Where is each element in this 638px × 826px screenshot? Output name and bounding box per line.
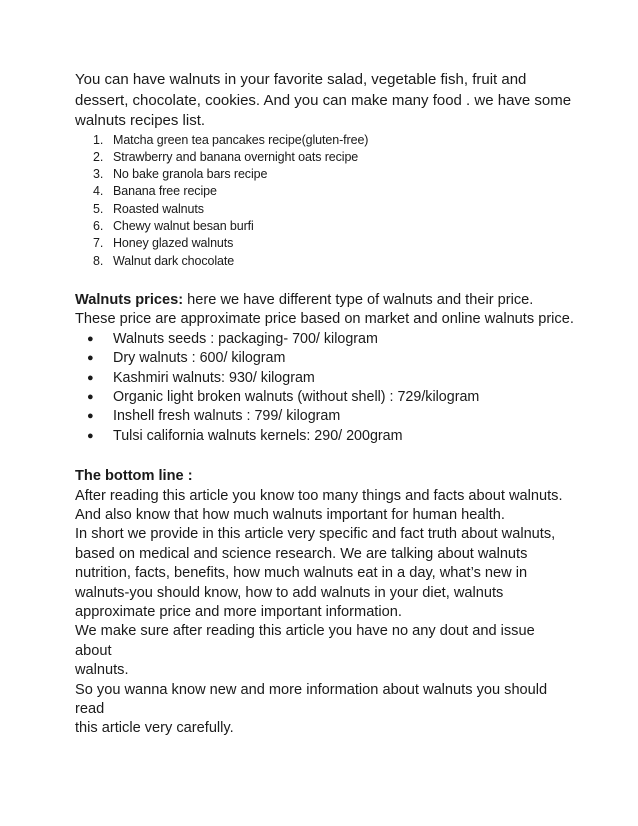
price-text: Kashmiri walnuts: 930/ kilogram — [113, 369, 315, 386]
bullet-icon: ● — [87, 429, 94, 442]
bottom-line-heading: The bottom line : — [75, 468, 193, 485]
list-number: 7. — [93, 236, 104, 251]
list-number: 5. — [93, 201, 104, 216]
body-line: nutrition, facts, benefits, how much walnuts eat in a day, what’s new in — [75, 565, 528, 582]
list-item — [75, 149, 575, 166]
list-item — [75, 427, 575, 446]
list-item — [75, 330, 575, 349]
spacer — [75, 270, 575, 291]
price-text: Tulsi california walnuts kernels: 290/ 200gram — [113, 427, 403, 444]
list-number: 2. — [93, 149, 104, 164]
recipes-list — [75, 132, 575, 270]
recipe-text: Matcha green tea pancakes recipe(gluten-free) — [113, 132, 369, 147]
list-number: 4. — [93, 184, 104, 199]
list-item — [75, 183, 575, 200]
bullet-icon: ● — [87, 352, 94, 365]
recipe-text: No bake granola bars recipe — [113, 167, 268, 182]
bullet-icon: ● — [87, 332, 94, 345]
price-text: Organic light broken walnuts (without shell) : 729/kilogram — [113, 388, 480, 405]
price-text: Dry walnuts : 600/ kilogram — [113, 350, 286, 367]
prices-label: Walnuts prices: — [75, 291, 184, 308]
prices-list — [75, 330, 575, 446]
body-line: So you wanna know new and more information about walnuts you should read — [75, 681, 548, 717]
list-number: 3. — [93, 167, 104, 182]
recipe-text: Chewy walnut besan burfi — [113, 218, 254, 233]
list-item — [75, 388, 575, 407]
body-line: And also know that how much walnuts important for human health. — [75, 506, 505, 523]
list-item — [75, 369, 575, 388]
recipe-text: Roasted walnuts — [113, 201, 204, 216]
price-text: Walnuts seeds : packaging- 700/ kilogram — [113, 330, 378, 347]
list-item — [75, 235, 575, 252]
recipe-text: Banana free recipe — [113, 184, 217, 199]
recipe-text: Strawberry and banana overnight oats recipe — [113, 149, 359, 164]
body-line: walnuts-you should know, how to add walnuts in your diet, walnuts — [75, 584, 504, 601]
spacer — [75, 446, 575, 467]
list-item — [75, 132, 575, 149]
prices-intro — [75, 291, 575, 310]
body-line: walnuts. — [75, 662, 129, 679]
recipe-text: Walnut dark chocolate — [113, 253, 235, 268]
body-line: After reading this article you know too many things and facts about walnuts. — [75, 487, 563, 504]
list-item — [75, 166, 575, 183]
body-line: approximate price and more important information. — [75, 603, 402, 620]
list-item — [75, 201, 575, 218]
price-text: Inshell fresh walnuts : 799/ kilogram — [113, 408, 341, 425]
prices-lead: here we have different type of walnuts and their price. — [183, 291, 534, 308]
list-number: 8. — [93, 253, 104, 268]
bullet-icon: ● — [87, 371, 94, 384]
list-item — [75, 253, 575, 270]
list-item — [75, 218, 575, 235]
list-number: 1. — [93, 132, 104, 147]
list-item — [75, 349, 575, 368]
list-item — [75, 407, 575, 426]
body-line: this article very carefully. — [75, 720, 234, 737]
bullet-icon: ● — [87, 410, 94, 423]
recipe-text: Honey glazed walnuts — [113, 236, 234, 251]
list-number: 6. — [93, 218, 104, 233]
bullet-icon: ● — [87, 390, 94, 403]
prices-note: These price are approximate price based on market and online walnuts price. — [75, 311, 574, 328]
body-line: In short we provide in this article very specific and fact truth about walnuts, — [75, 526, 556, 543]
document-page — [75, 70, 575, 739]
intro-paragraph: You can have walnuts in your favorite salad, vegetable fish, fruit and dessert, chocolate, cookies. And you can make many food . we have some walnuts recipes list. — [75, 71, 572, 129]
body-line: based on medical and science research. We are talking about walnuts — [75, 545, 528, 562]
body-line: We make sure after reading this article you have no any dout and issue about — [75, 623, 535, 659]
